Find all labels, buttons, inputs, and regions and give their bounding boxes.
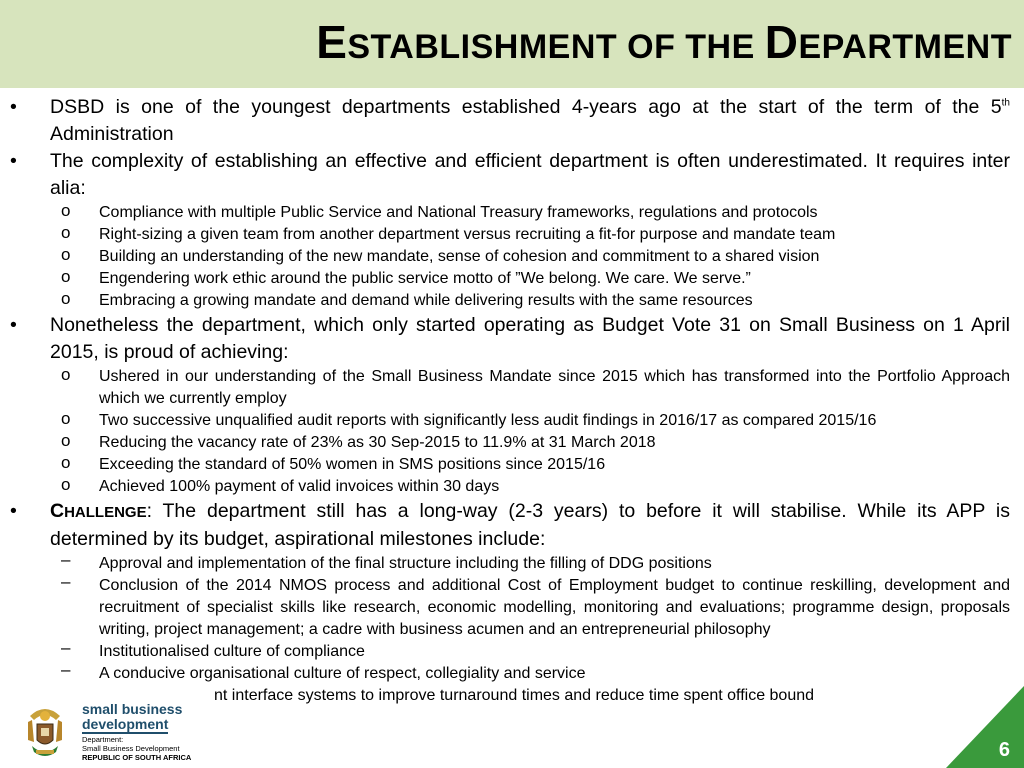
sub-bullet-marker: o <box>61 289 71 308</box>
sub-bullet-marker: o <box>61 201 71 220</box>
bullet-marker: • <box>10 150 17 172</box>
dash-bullet-marker: – <box>61 550 71 569</box>
sub-bullet-marker: o <box>61 431 71 450</box>
bullet-marker: • <box>10 96 17 118</box>
bullet-achievements: • Nonetheless the department, which only started operating as Budget Vote 31 on Small Business on 1 April 2015, is proud of achieving: <box>10 314 1010 363</box>
bullet-complexity: • The complexity of establishing an effective and efficient department is often underestimated. It requires inter alia: <box>10 150 1010 199</box>
bullet-marker: • <box>10 314 17 336</box>
list-item: – A conducive organisational culture of respect, collegiality and service <box>61 660 586 682</box>
list-item: – Approval and implementation of the final structure including the filling of DDG positions <box>61 550 712 572</box>
dash-bullet-marker: – <box>61 572 71 591</box>
slide-body <box>8 94 1010 707</box>
list-item: o Embracing a growing mandate and demand while delivering results with the same resources <box>61 289 753 309</box>
list-item: – Conclusion of the 2014 NMOS process and additional Cost of Employment budget to continue reskilling, development and recruitment of specialist skills like research, economic modelling, monitoring and evaluations; programme design, proposals writing, project management; a cadre with business acumen and an entrepreneurial philosophy <box>61 572 1010 638</box>
list-item: o Engendering work ethic around the public service motto of ”We belong. We care. We serve.” <box>61 267 751 287</box>
sub-bullet-marker: o <box>61 223 71 242</box>
dash-bullet-marker: – <box>61 638 71 657</box>
challenge-label-rest: HALLENGE <box>64 504 147 521</box>
sub-bullet-marker: o <box>61 267 71 286</box>
dash-bullet-marker: – <box>61 660 71 679</box>
page-title: ESTABLISHMENT OF THE DEPARTMENT <box>316 16 1012 68</box>
sub-bullet-marker: o <box>61 409 71 428</box>
list-item: o Ushered in our understanding of the Small Business Mandate since 2015 which has transformed into the Portfolio Approach which we currently employ <box>61 365 1010 407</box>
list-item: o Two successive unqualified audit reports with significantly less audit findings in 2016/17 as compared 2015/16 <box>61 409 877 429</box>
page-number: 6 <box>998 739 1010 761</box>
coat-of-arms-icon <box>22 702 68 760</box>
corner-triangle <box>946 686 1024 768</box>
list-item: nt interface systems to improve turnaround times and reduce time spent office bound <box>214 687 815 704</box>
bullet-establishment: • DSBD is one of the youngest departments established 4-years ago at the start of the term of the 5th Administration <box>10 96 1010 145</box>
bullet-marker: • <box>10 500 17 522</box>
sub-bullet-marker: o <box>61 365 71 384</box>
list-item: o Achieved 100% payment of valid invoices within 30 days <box>61 475 500 495</box>
list-item: o Right-sizing a given team from another department versus recruiting a fit-for purpose and mandate team <box>61 223 836 243</box>
brand-name: small business development <box>82 701 183 732</box>
department-caption: Department: Small Business Development REPUBLIC OF SOUTH AFRICA <box>82 735 192 762</box>
challenge-label: C <box>50 500 65 522</box>
list-item: o Building an understanding of the new mandate, sense of cohesion and commitment to a shared vision <box>61 245 820 265</box>
dsbd-logo <box>22 700 212 764</box>
sub-bullet-marker: o <box>61 245 71 264</box>
list-item: o Reducing the vacancy rate of 23% as 30 Sep-2015 to 11.9% at 31 March 2018 <box>61 431 656 451</box>
list-item: o Exceeding the standard of 50% women in SMS positions since 2015/16 <box>61 453 606 473</box>
bullet-challenge: • CHALLENGE: The department still has a long-way (2-3 years) to before it will stabilise. While its APP is determined by its budget, aspirational milestones include: <box>10 500 1010 550</box>
list-item: – Institutionalised culture of compliance <box>61 638 365 660</box>
sub-bullet-marker: o <box>61 475 71 494</box>
list-item: o Compliance with multiple Public Service and National Treasury frameworks, regulations and protocols <box>61 201 818 221</box>
sub-bullet-marker: o <box>61 453 71 472</box>
